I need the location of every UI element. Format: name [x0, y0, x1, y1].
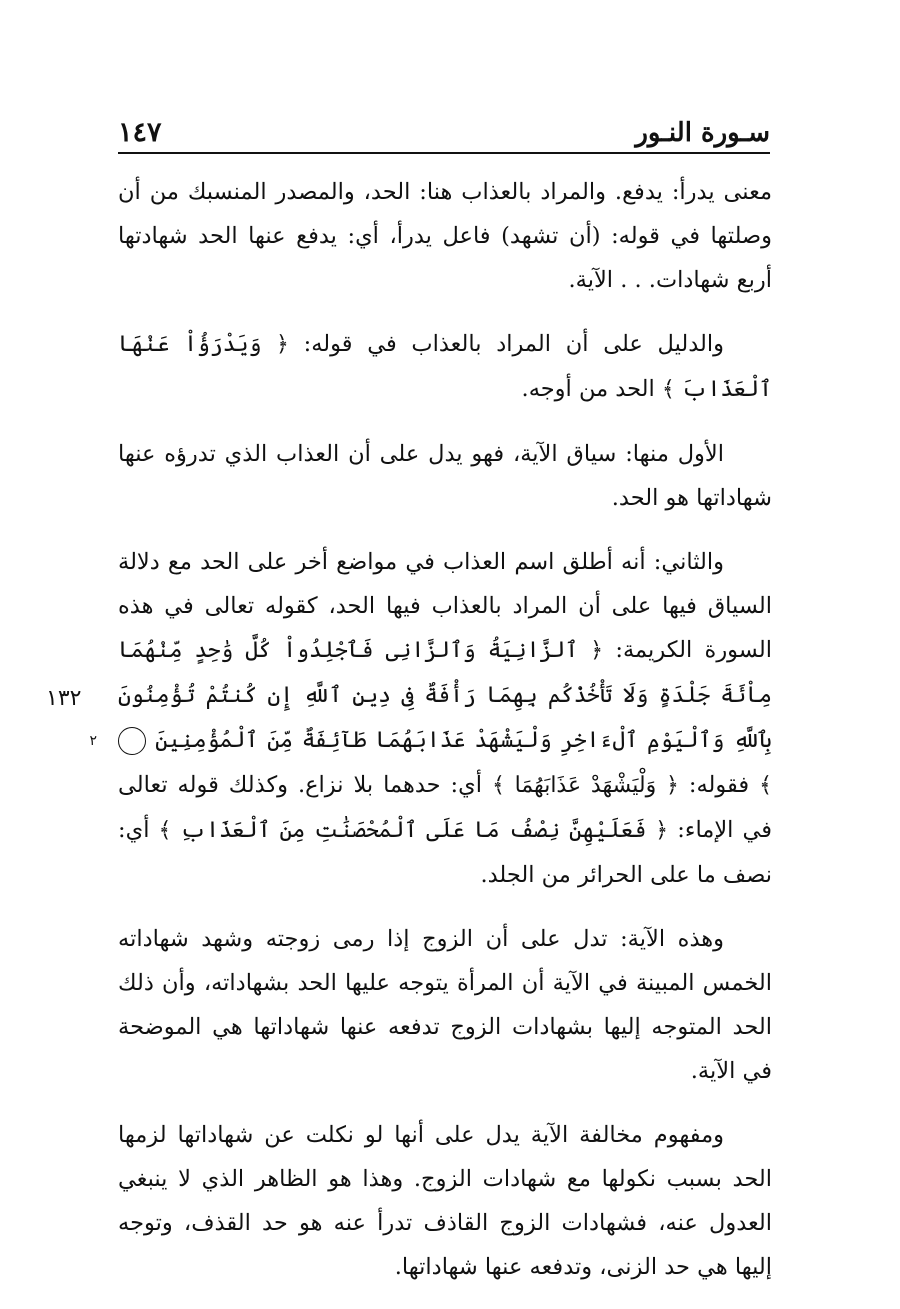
paragraph-4	[89, 540, 773, 897]
paragraph-3: الأول منها: سياق الآية، فهو يدل على أن العذاب الذي تدرؤه عنها شهاداتها هو الحد.	[118, 441, 772, 511]
paragraph-4-mid: فقوله:	[688, 772, 750, 798]
paragraph-2-intro: والدليل على أن المراد بالعذاب في قوله:	[303, 331, 724, 357]
paragraph-6: ومفهوم مخالفة الآية يدل على أنها لو نكلت عن شهاداتها لزمها الحد بسبب نكولها مع شهادات الزوج. وهذا هو الظاهر الذي لا ينبغي العدول عنه، فشهادات الزوج القاذف تدرأ عنه هو حد القذف، وتوجه إليها هي حد الزنى، وتدفعه عنها شهاداتها.	[118, 1122, 772, 1280]
quran-verse: ﴿ وَيَدْرَؤُاْ عَنْهَا ٱلْعَذَابَ ﴾	[118, 332, 772, 402]
paragraph-4-intro: والثاني: أنه أطلق اسم العذاب في مواضع أخر على الحد مع دلالة السياق فيها على أن المراد بالعذاب فيها الحد، كقوله تعالى في هذه السورة الكريمة:	[118, 549, 772, 663]
paragraph-4-outro: أي: نصف ما على الحرائر من الجلد.	[118, 817, 772, 888]
quran-verse: ﴿ وَلْيَشْهَدْ عَذَابَهُمَا ﴾	[491, 773, 679, 798]
page-body	[89, 170, 773, 1309]
paragraph-2-outro: الحد من أوجه.	[521, 376, 655, 402]
quran-verse-close: ﴾	[759, 773, 772, 798]
quran-verse: ﴿ فَعَلَيْهِنَّ نِصْفُ مَا عَلَى ٱلْمُحْصَنَٰتِ مِنَ ٱلْعَذَابِ ﴾	[158, 818, 669, 843]
paragraph-2	[118, 322, 772, 412]
quran-verse: ﴿ ٱلزَّانِيَةُ وَٱلزَّانِى فَٱجْلِدُواْ كُلَّ وَٰحِدٍ مِّنْهُمَا مِاْئَةَ جَلْدَةٍ وَلَا تَأْخُذْكُم بِهِمَا رَأْفَةٌ فِى دِينِ ٱللَّهِ إِن كُنتُمْ تُؤْمِنُونَ بِٱللَّهِ وَٱلْيَوْمِ ٱلْءَاخِرِ وَلْيَشْهَدْ عَذَابَهُمَا طَآئِفَةٌ مِّنَ ٱلْمُؤْمِنِينَ	[118, 638, 773, 753]
page-header	[118, 108, 770, 154]
surah-title: سـورة النـور	[635, 118, 770, 148]
margin-note-number: ١٣٢	[46, 686, 82, 711]
paragraph-5: وهذه الآية: تدل على أن الزوج إذا رمى زوجته وشهد شهاداته الخمس المبينة في الآية أن المرأة يتوجه عليها الحد بشهاداته، وأن ذلك الحد المتوجه إليها بشهادات الزوج تدفعه عنها شهاداتها هي الموضحة في الآية.	[118, 926, 772, 1084]
paragraph-1: معنى يدرأ: يدفع. والمراد بالعذاب هنا: الحد، والمصدر المنسبك من أن وصلتها في قوله: (أن تشهد) فاعل يدرأ، أي: يدفع عنها الحد شهادتها أربع شهادات. . . الآية.	[118, 179, 772, 293]
ayah-number-marker: ٢	[118, 727, 146, 755]
paragraph-4-mid2: أي: حدهما بلا نزاع. وكذلك قوله تعالى في الإماء:	[118, 772, 773, 843]
page-number: ١٤٧	[118, 117, 162, 148]
